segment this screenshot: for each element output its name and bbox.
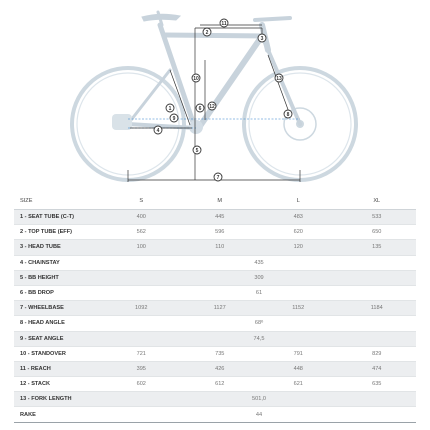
row-value: 791 xyxy=(259,346,338,361)
row-label: 13 - FORK LENGTH xyxy=(14,392,102,407)
row-value: 100 xyxy=(102,240,181,255)
row-value: 650 xyxy=(338,225,417,240)
marker-5 xyxy=(193,146,201,154)
header-xl: XL xyxy=(338,192,417,210)
svg-text:9: 9 xyxy=(172,116,176,122)
header-m: M xyxy=(181,192,260,210)
table-row xyxy=(14,392,416,407)
marker-9 xyxy=(170,114,178,122)
row-value: 110 xyxy=(181,240,260,255)
marker-10 xyxy=(192,74,200,82)
row-label: 10 - STANDOVER xyxy=(14,346,102,361)
row-value: 635 xyxy=(338,377,417,392)
row-value: 621 xyxy=(259,377,338,392)
svg-text:3: 3 xyxy=(260,36,264,42)
svg-text:10: 10 xyxy=(193,76,199,82)
row-shared-value: 501,0 xyxy=(102,392,416,407)
svg-text:11: 11 xyxy=(221,21,227,27)
row-value: 735 xyxy=(181,346,260,361)
row-value: 533 xyxy=(338,210,417,225)
row-label: 11 - REACH xyxy=(14,361,102,376)
row-value: 1092 xyxy=(102,301,181,316)
row-value: 135 xyxy=(338,240,417,255)
svg-text:6: 6 xyxy=(198,106,202,112)
marker-11 xyxy=(220,19,228,27)
row-value: 596 xyxy=(181,225,260,240)
row-label: 7 - WHEELBASE xyxy=(14,301,102,316)
row-label: 3 - HEAD TUBE xyxy=(14,240,102,255)
svg-text:7: 7 xyxy=(216,175,220,181)
row-value: 829 xyxy=(338,346,417,361)
row-label: 2 - TOP TUBE (EFF) xyxy=(14,225,102,240)
bottom-bracket xyxy=(189,120,203,134)
marker-6 xyxy=(196,104,204,112)
row-label: 6 - BB DROP xyxy=(14,285,102,300)
row-value: 448 xyxy=(259,361,338,376)
row-shared-value: 44 xyxy=(102,407,416,422)
svg-text:13: 13 xyxy=(276,76,282,82)
row-value: 445 xyxy=(181,210,260,225)
header-l: L xyxy=(259,192,338,210)
row-shared-value: 309 xyxy=(102,270,416,285)
table-row xyxy=(14,240,416,255)
row-value: 721 xyxy=(102,346,181,361)
row-shared-value: 68º xyxy=(102,316,416,331)
row-value: 1152 xyxy=(259,301,338,316)
table-header-row xyxy=(14,192,416,210)
row-value: 602 xyxy=(102,377,181,392)
marker-8 xyxy=(284,110,292,118)
row-label: 5 - BB HEIGHT xyxy=(14,270,102,285)
marker-2 xyxy=(203,28,211,36)
row-shared-value: 61 xyxy=(102,285,416,300)
bike-geometry-diagram xyxy=(0,0,430,190)
row-label: RAKE xyxy=(14,407,102,422)
row-value: 1184 xyxy=(338,301,417,316)
geometry-table-body xyxy=(14,210,416,423)
row-value: 620 xyxy=(259,225,338,240)
table-row xyxy=(14,331,416,346)
svg-text:5: 5 xyxy=(195,148,199,154)
geometry-table xyxy=(14,192,416,423)
table-row xyxy=(14,377,416,392)
row-value: 1127 xyxy=(181,301,260,316)
row-label: 4 - CHAINSTAY xyxy=(14,255,102,270)
row-value: 400 xyxy=(102,210,181,225)
svg-text:4: 4 xyxy=(156,128,160,134)
row-value: 612 xyxy=(181,377,260,392)
row-label: 12 - STACK xyxy=(14,377,102,392)
marker-13 xyxy=(275,74,283,82)
table-row xyxy=(14,210,416,225)
row-value: 562 xyxy=(102,225,181,240)
table-row xyxy=(14,301,416,316)
row-value: 474 xyxy=(338,361,417,376)
header-size: SIZE xyxy=(14,192,102,210)
table-row xyxy=(14,255,416,270)
row-label: 9 - SEAT ANGLE xyxy=(14,331,102,346)
row-shared-value: 435 xyxy=(102,255,416,270)
rear-derailleur xyxy=(112,114,132,130)
table-row xyxy=(14,316,416,331)
table-row xyxy=(14,270,416,285)
marker-7 xyxy=(214,173,222,181)
row-value: 426 xyxy=(181,361,260,376)
table-row xyxy=(14,225,416,240)
row-value: 483 xyxy=(259,210,338,225)
svg-text:1: 1 xyxy=(168,106,172,112)
table-row xyxy=(14,346,416,361)
row-label: 1 - SEAT TUBE (C-T) xyxy=(14,210,102,225)
marker-12 xyxy=(208,102,216,110)
marker-3 xyxy=(258,34,266,42)
marker-1 xyxy=(166,104,174,112)
bike-frame xyxy=(128,12,300,128)
table-row xyxy=(14,407,416,422)
row-shared-value: 74,5 xyxy=(102,331,416,346)
row-value: 120 xyxy=(259,240,338,255)
header-s: S xyxy=(102,192,181,210)
table-row xyxy=(14,361,416,376)
row-value: 395 xyxy=(102,361,181,376)
svg-text:8: 8 xyxy=(286,112,290,118)
svg-text:2: 2 xyxy=(205,30,209,36)
svg-text:12: 12 xyxy=(209,104,215,110)
marker-4 xyxy=(154,126,162,134)
table-row xyxy=(14,285,416,300)
row-label: 8 - HEAD ANGLE xyxy=(14,316,102,331)
